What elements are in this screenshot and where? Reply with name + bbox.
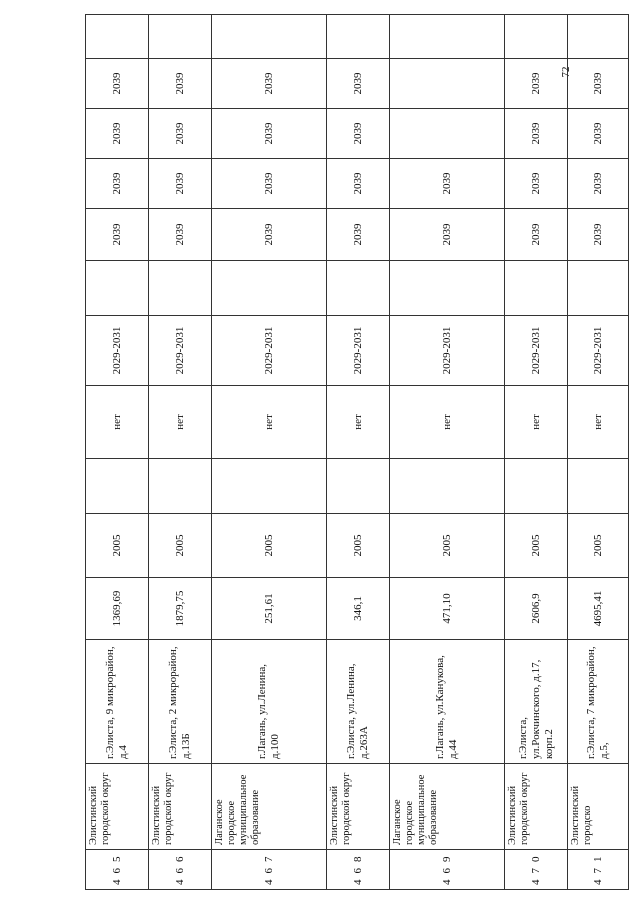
- year-2039-cell: 2039: [149, 59, 212, 109]
- address-cell: г.Элиста, 2 микрорайон, д.13Б: [149, 640, 212, 764]
- blank-cell: [86, 459, 149, 514]
- year-2039-cell: 2039: [505, 59, 568, 109]
- blank-cell: [86, 15, 149, 59]
- num-cell: 469: [390, 850, 505, 890]
- num-cell: 465: [86, 850, 149, 890]
- table-row: [212, 15, 327, 890]
- address-cell: г.Элиста, 7 микрорайон, д.5,: [568, 640, 629, 764]
- address-cell: г.Лагань, ул.Ленина, д.100: [212, 640, 327, 764]
- area-cell: 346,1: [327, 578, 390, 640]
- year-2039-cell: 2039: [327, 59, 390, 109]
- need-cell: нет: [86, 386, 149, 459]
- blank-cell: [505, 261, 568, 316]
- year-2039-cell: 2039: [86, 109, 149, 159]
- period-cell: 2029-2031: [505, 316, 568, 386]
- year-2039-cell: 2039: [505, 209, 568, 261]
- owner-cell: Лаганское городское муниципальное образование: [212, 764, 327, 850]
- year-cell: 2005: [327, 514, 390, 578]
- need-cell: нет: [212, 386, 327, 459]
- year-cell: 2005: [390, 514, 505, 578]
- period-cell: 2029-2031: [212, 316, 327, 386]
- year-2039-cell: 2039: [568, 159, 629, 209]
- period-cell: 2029-2031: [568, 316, 629, 386]
- housing-table: [85, 14, 629, 890]
- year-2039-cell: 2039: [505, 159, 568, 209]
- blank-cell: [327, 459, 390, 514]
- blank-cell: [149, 459, 212, 514]
- blank-cell: [212, 15, 327, 59]
- year-2039-cell: 2039: [568, 59, 629, 109]
- owner-cell: Элистинский городской округ: [86, 764, 149, 850]
- blank-cell: [390, 459, 505, 514]
- year-cell: 2005: [568, 514, 629, 578]
- address-cell: г.Элиста, ул.Ленина, д.263А: [327, 640, 390, 764]
- year-2039-cell: 2039: [327, 159, 390, 209]
- blank-cell: [212, 459, 327, 514]
- owner-cell: Элистинский городской округ: [149, 764, 212, 850]
- year-2039-cell: 2039: [149, 159, 212, 209]
- blank-cell: [149, 261, 212, 316]
- year-2039-cell: 2039: [212, 109, 327, 159]
- need-cell: нет: [390, 386, 505, 459]
- table-row: [505, 15, 568, 890]
- blank-cell: [327, 15, 390, 59]
- period-cell: 2029-2031: [86, 316, 149, 386]
- num-cell: 466: [149, 850, 212, 890]
- owner-cell: Лаганское городское муниципальное образование: [390, 764, 505, 850]
- year-2039-cell: 2039: [212, 209, 327, 261]
- blank-cell: [568, 261, 629, 316]
- blank-cell: [505, 459, 568, 514]
- area-cell: 2606,9: [505, 578, 568, 640]
- year-cell: 2005: [86, 514, 149, 578]
- year-2039-cell: 2039: [212, 159, 327, 209]
- blank-cell: [505, 15, 568, 59]
- table-body: [86, 15, 629, 890]
- year-2039-cell: [390, 109, 505, 159]
- num-cell: 471: [568, 850, 629, 890]
- num-cell: 468: [327, 850, 390, 890]
- year-2039-cell: 2039: [149, 109, 212, 159]
- area-cell: 1879,75: [149, 578, 212, 640]
- area-cell: 1369,69: [86, 578, 149, 640]
- year-2039-cell: 2039: [86, 159, 149, 209]
- area-cell: 4695,41: [568, 578, 629, 640]
- year-2039-cell: 2039: [327, 109, 390, 159]
- period-cell: 2029-2031: [390, 316, 505, 386]
- blank-cell: [568, 459, 629, 514]
- table-row: [86, 15, 149, 890]
- blank-cell: [568, 15, 629, 59]
- address-cell: г.Лагань, ул.Канукова, д.44: [390, 640, 505, 764]
- owner-cell: Элистинский городской округ: [505, 764, 568, 850]
- need-cell: нет: [568, 386, 629, 459]
- owner-cell: Элистинский городской округ: [327, 764, 390, 850]
- need-cell: нет: [327, 386, 390, 459]
- year-2039-cell: [390, 59, 505, 109]
- year-cell: 2005: [505, 514, 568, 578]
- year-2039-cell: 2039: [149, 209, 212, 261]
- address-cell: г.Элиста, ул.Рокчинского, д.17, корп.2: [505, 640, 568, 764]
- blank-cell: [212, 261, 327, 316]
- blank-cell: [327, 261, 390, 316]
- year-2039-cell: 2039: [505, 109, 568, 159]
- blank-cell: [390, 15, 505, 59]
- area-cell: 251,61: [212, 578, 327, 640]
- year-2039-cell: 2039: [390, 159, 505, 209]
- year-2039-cell: 2039: [327, 209, 390, 261]
- blank-cell: [86, 261, 149, 316]
- num-cell: 467: [212, 850, 327, 890]
- address-cell: г.Элиста, 9 микрорайон, д.4: [86, 640, 149, 764]
- year-2039-cell: 2039: [86, 209, 149, 261]
- owner-cell: Элистинский городско: [568, 764, 629, 850]
- year-2039-cell: 2039: [568, 209, 629, 261]
- page-number: 72: [560, 66, 572, 78]
- need-cell: нет: [505, 386, 568, 459]
- period-cell: 2029-2031: [149, 316, 212, 386]
- need-cell: нет: [149, 386, 212, 459]
- table-row: [568, 15, 629, 890]
- blank-cell: [149, 15, 212, 59]
- year-cell: 2005: [149, 514, 212, 578]
- year-2039-cell: 2039: [86, 59, 149, 109]
- year-2039-cell: 2039: [212, 59, 327, 109]
- table-row: [390, 15, 505, 890]
- area-cell: 471,10: [390, 578, 505, 640]
- num-cell: 470: [505, 850, 568, 890]
- year-2039-cell: 2039: [568, 109, 629, 159]
- table-row: [149, 15, 212, 890]
- table-row: [327, 15, 390, 890]
- year-2039-cell: 2039: [390, 209, 505, 261]
- blank-cell: [390, 261, 505, 316]
- period-cell: 2029-2031: [327, 316, 390, 386]
- year-cell: 2005: [212, 514, 327, 578]
